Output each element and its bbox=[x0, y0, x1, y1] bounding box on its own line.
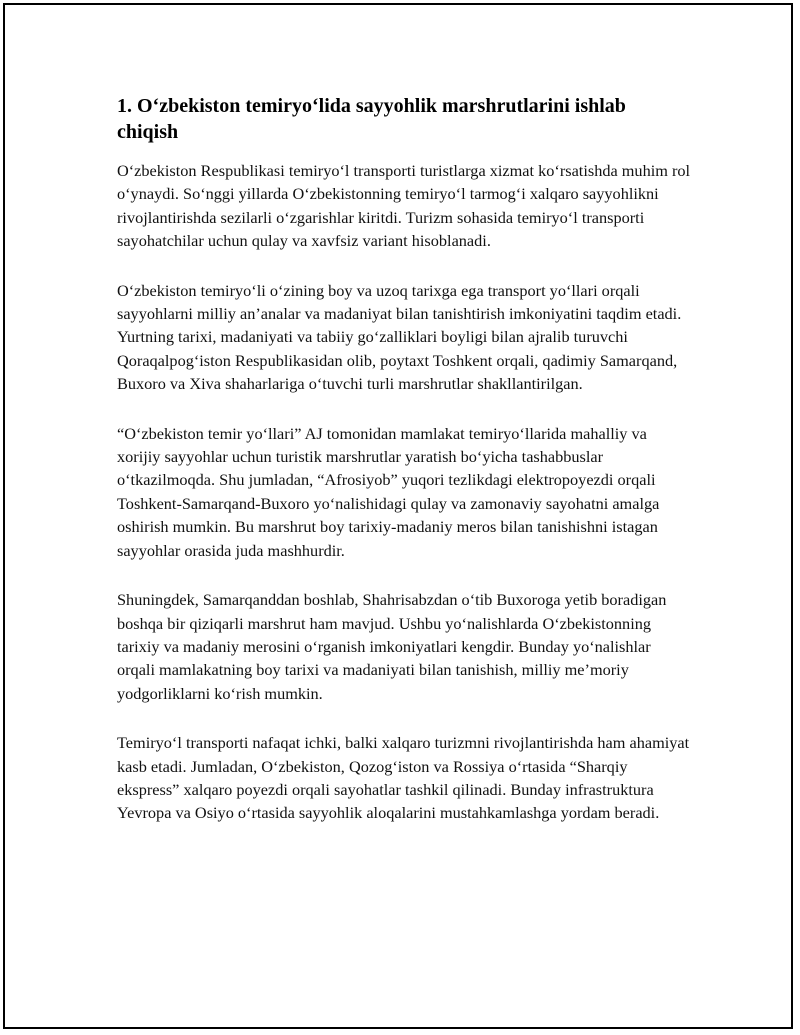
paragraph-1: O‘zbekiston Respublikasi temiryo‘l transporti turistlarga xizmat ko‘rsatishda muhim rol o‘ynaydi. So‘nggi yillarda O‘zbekistonning temiryo‘l tarmog‘i xalqaro sayyohlikni rivojlantirishda sezilarli o‘zgarishlar kiritdi. Turizm sohasida temiryo‘l transporti sayohatchilar uchun qulay va xavfsiz variant hisoblanadi. bbox=[117, 161, 691, 251]
paragraph-3: “O‘zbekiston temir yo‘llari” AJ tomonidan mamlakat temiryo‘llarida mahalliy va xorijiy sayyohlar uchun turistik marshrutlar yaratish bo‘yicha tashabbuslar o‘tkazilmoqda. Shu jumladan, “Afrosiyob” yuqori tezlikdagi elektropoyezdi orqali Toshkent-Samarqand-Buxoro yo‘nalishidagi qulay va zamonaviy sayohatni amalga oshirish mumkin. Bu marshrut boy tarixiy-madaniy meros bilan tanishishni istagan sayyohlar orasida juda mashhurdir. bbox=[117, 423, 660, 560]
section-heading: 1. O‘zbekiston temiryo‘lida sayyohlik marshrutlarini ishlab chiqish bbox=[117, 95, 626, 143]
paragraph-2: O‘zbekiston temiryo‘li o‘zining boy va uzoq tarixga ega transport yo‘llari orqali sayyohlarni milliy an’analar va madaniyat bilan tanishtirish imkoniyatini taqdim etadi. Yurtning tarixi, madaniyati va tabiiy go‘zalliklari boyligi bilan ajralib turuvchi Qoraqalpog‘iston Respublikasidan olib, poytaxt Toshkent orqali, qadimiy Samarqand, Buxoro va Xiva shaharlariga o‘tuvchi turli marshrutlar shakllantirilgan. bbox=[117, 280, 682, 394]
paragraph-5: Temiryo‘l transporti nafaqat ichki, balki xalqaro turizmni rivojlantirishda ham ahamiyat kasb etadi. Jumladan, O‘zbekiston, Qozog‘iston va Rossiya o‘rtasida “Sharqiy ekspress” xalqaro poyezdi orqali sayohatlar tashkil qilinadi. Bunday infrastruktura Yevropa va Osiyo o‘rtasida sayyohlik aloqalarini mustahkamlashga yordam beradi. bbox=[117, 733, 690, 823]
paragraph-4: Shuningdek, Samarqanddan boshlab, Shahrisabzdan o‘tib Buxoroga yetib boradigan boshqa bir qiziqarli marshrut ham mavjud. Ushbu yo‘nalishlarda O‘zbekistonning tarixiy va madaniy merosini o‘rganish imkoniyatlari kengdir. Bunday yo‘nalishlar orqali mamlakatning boy tarixi va madaniyati bilan tanishish, milliy me’moriy yodgorliklarni ko‘rish mumkin. bbox=[117, 590, 667, 703]
document-body bbox=[117, 93, 692, 825]
